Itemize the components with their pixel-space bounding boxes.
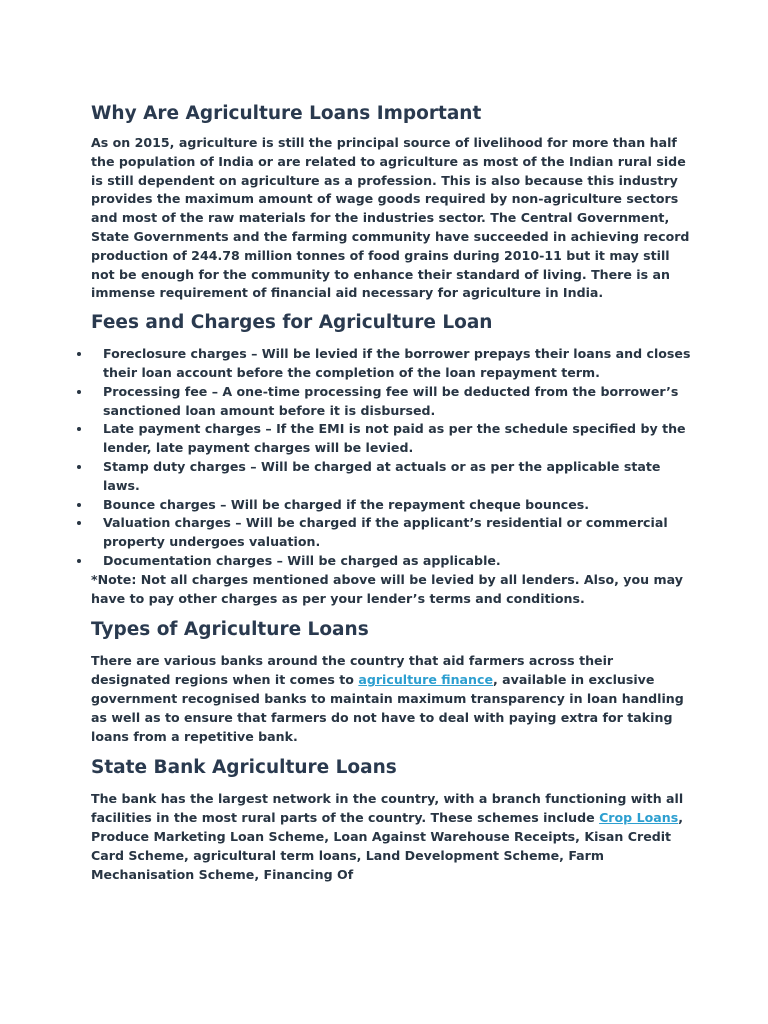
heading-fees-and-charges: Fees and Charges for Agriculture Loan xyxy=(91,312,493,334)
fee-item-foreclosure: Foreclosure charges – Will be levied if the borrower prepays their loans and closes their loan account before the completion of the loan repayment term. xyxy=(103,345,691,383)
document-content xyxy=(91,100,691,884)
types-text-after-link: , available in exclusive government recognised banks to maintain maximum transparency in loan handling as well as to ensure that farmers do not have to deal with paying extra for taking loans from a repetitive bank. xyxy=(91,672,684,744)
fee-item-late-payment: Late payment charges – If the EMI is not paid as per the schedule specified by the lender, late payment charges will be levied. xyxy=(103,420,691,458)
fee-item-stamp-duty: Stamp duty charges – Will be charged at actuals or as per the applicable state laws. xyxy=(103,458,691,496)
fees-note: *Note: Not all charges mentioned above will be levied by all lenders. Also, you may have to pay other charges as per your lender’s terms and conditions. xyxy=(91,571,683,606)
paragraph-types-of-agriculture-loans xyxy=(91,652,691,746)
agriculture-finance-link[interactable]: agriculture finance xyxy=(358,672,494,688)
paragraph-why-agriculture-loans: As on 2015, agriculture is still the principal source of livelihood for more than half the population of India or are related to agriculture as most of the Indian rural side is still dependent on agriculture as a profession. This is also because this industry provides the maximum amount of wage goods required by non-agriculture sectors and most of the raw materials for the industries sector. The Central Government, State Governments and the farming community have succeeded in achieving record production of 244.78 million tonnes of food grains during 2010-11 but it may still not be enough for the community to enhance their standard of living. There is an immense requirement of financial aid necessary for agriculture in India. xyxy=(91,135,690,301)
heading-why-agriculture-loans: Why Are Agriculture Loans Important xyxy=(91,103,482,124)
heading-state-bank-agriculture-loans: State Bank Agriculture Loans xyxy=(91,757,397,779)
crop-loans-link[interactable]: Crop Loans xyxy=(599,810,679,826)
paragraph-state-bank-agriculture-loans xyxy=(91,790,691,884)
fee-item-bounce: Bounce charges – Will be charged if the repayment cheque bounces. xyxy=(103,496,691,515)
heading-types-of-agriculture-loans: Types of Agriculture Loans xyxy=(91,619,369,641)
types-text-before-link: There are various banks around the country that aid farmers across their designated regions when it comes to xyxy=(91,653,614,688)
sbi-text-after-link: , Produce Marketing Loan Scheme, Loan Against Warehouse Receipts, Kisan Credit Card Scheme, agricultural term loans, Land Development Scheme, Farm Mechanisation Scheme, Financing Of xyxy=(91,810,684,882)
fee-item-valuation: Valuation charges – Will be charged if the applicant’s residential or commercial property undergoes valuation. xyxy=(103,514,691,552)
sbi-text-before-link: The bank has the largest network in the country, with a branch functioning with all facilities in the most rural parts of the country. These schemes include xyxy=(91,791,684,826)
fee-item-processing: Processing fee – A one-time processing fee will be deducted from the borrower’s sanctioned loan amount before it is disbursed. xyxy=(103,383,691,421)
fee-item-documentation: Documentation charges – Will be charged as applicable. xyxy=(103,552,691,571)
fees-list xyxy=(91,345,691,571)
